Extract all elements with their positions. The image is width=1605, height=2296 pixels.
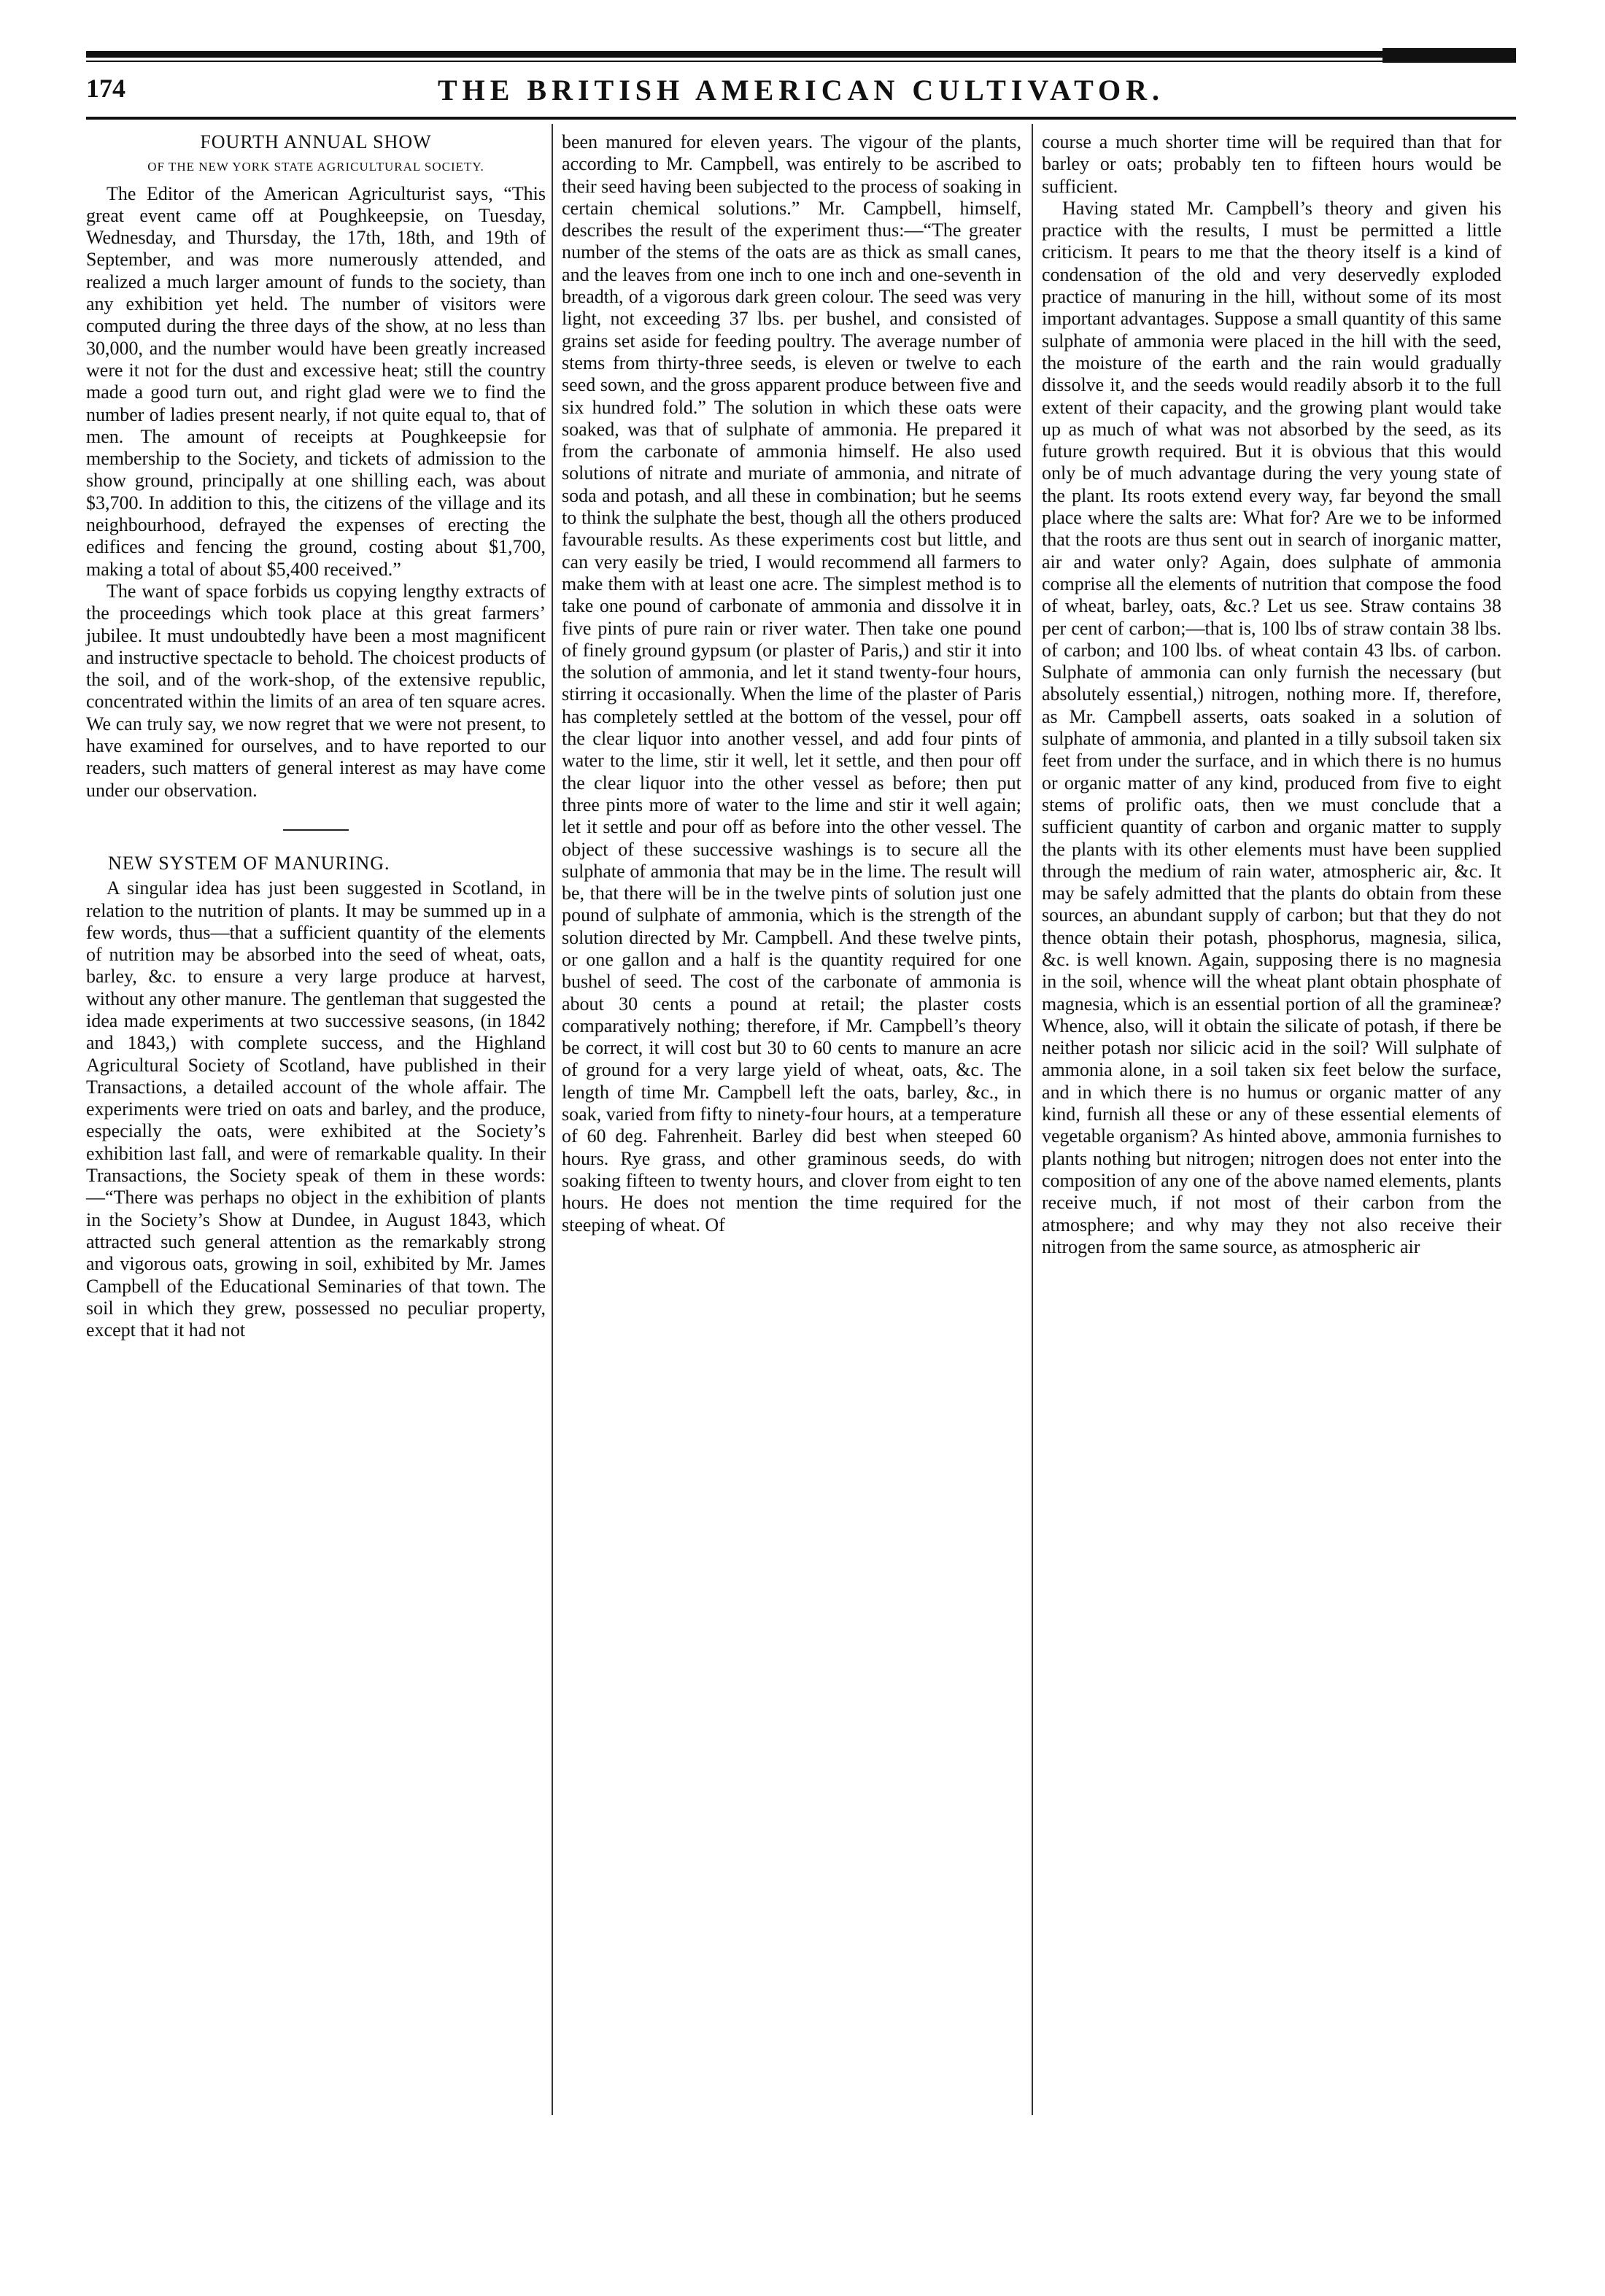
page-number: 174 [86, 74, 125, 103]
article-2-paragraph-1: A singular idea has just been suggested in Scotland, in relation to the nutrition of plants. It may be summed up in a few words, thus—that a sufficient quantity of the elements of nutrition may be absorbed into the seed of wheat, oats, barley, &c. to ensure a very large produce at harvest, without any other manure. The gentleman that suggested the idea made experiments at two successive seasons, (in 1842 and 1843,) with complete success, and the Highland Agricultural Society of Scotland, have published in their Transactions, a detailed account of the whole affair. The experiments were tried on oats and barley, and the produce, especially the oats, were exhibited at the Society’s exhibition last fall, and were of remarkable quality. In their Transactions, the Society speak of them in these words:—“There was perhaps no object in the exhibition of plants in the Society’s Show at Dundee, in August 1843, which attracted such general attention as the remarkably strong and vigorous oats, growing in soil, exhibited by Mr. James Campbell of the Educational Seminaries of that town. The soil in which they grew, possessed no peculiar property, except that it had not [86, 877, 546, 1341]
article-2-title: NEW SYSTEM OF MANURING. [108, 852, 390, 874]
top-border-thin-rule [86, 61, 1516, 62]
column-1 [86, 131, 546, 1341]
article-2-continued-paragraph: been manured for eleven years. The vigour of the plants, according to Mr. Campbell, was entirely to be ascribed to their seed having been subjected to the process of soaking in certain chemical solutions.” Mr. Campbell, himself, describes the result of the experiment thus:—“The greater number of the stems of the oats are as thick as small canes, and the leaves from one inch to one inch and one-seventh in breadth, of a vigorous dark green colour. The seed was very light, not exceeding 37 lbs. per bushel, and consisted of grains set aside for feeding poultry. The average number of stems from thirty-three seeds, is eleven or twelve to each seed sown, and the gross apparent produce between five and six hundred fold.” The solution in which these oats were soaked, was that of sulphate of ammonia. He prepared it from the carbonate of ammonia himself. He also used solutions of nitrate and muriate of ammonia, and nitrate of soda and potash, and all these in combination; but he seems to think the sulphate the best, though all the others produced favourable results. As these experiments cost but little, and can very easily be tried, I would recommend all farmers to make them with at least one acre. The simplest method is to take one pound of carbonate of ammonia and dissolve it in five pints of pure rain or river water. Then take one pound of finely ground gypsum (or plaster of Paris,) and stir it into the solution of ammonia, and let it stand twenty-four hours, stirring it occasionally. When the lime of the plaster of Paris has completely settled at the bottom of the vessel, pour off the clear liquor into another vessel, and add four pints of water to the lime, stir it well, let it settle, and then pour off the clear liquor into the other vessel as before; then put three pints more of water to the lime and stir it well again; let it settle and pour off as before into the other vessel. The object of these successive washings is to secure all the sulphate of ammonia that may be in the lime. The result will be, that there will be in the twelve pints of solution just one pound of sulphate of ammonia, which is the strength of the solution directed by Mr. Campbell. And these twelve pints, or one gallon and a half is the quantity required for one bushel of seed. The cost of the carbonate of ammonia is about 30 cents a pound at retail; the plaster costs comparatively nothing; therefore, if Mr. Campbell’s theory be correct, it will cost but 30 to 60 cents to manure an acre of ground for a very large yield of wheat, oats, &c. The length of time Mr. Campbell left the oats, barley, &c., in soak, varied from fifty to ninety-four hours, at a temperature of 60 deg. Fahrenheit. Barley did best when steeped 60 hours. Rye grass, and other graminous seeds, do with soaking fifteen to twenty hours, and clover from eight to ten hours. He does not mention the time required for the steeping of wheat. Of [562, 131, 1021, 1236]
column-2 [562, 131, 1021, 1236]
column-divider-1 [552, 124, 553, 2115]
article-2-column-3-paragraph-1: course a much shorter time will be required than that for barley or oats; probably ten to fifteen hours would be sufficient. [1042, 131, 1501, 197]
top-border-rule [86, 51, 1516, 58]
running-title: THE BRITISH AMERICAN CULTIVATOR. [437, 74, 1165, 106]
top-border-ink-mark [1382, 48, 1516, 63]
column-3 [1042, 131, 1501, 1258]
article-1-subtitle: OF THE NEW YORK STATE AGRICULTURAL SOCIETY. [147, 160, 484, 174]
article-1-paragraph-1: The Editor of the American Agriculturist says, “This great event came off at Poughkeepsie, on Tuesday, Wednesday, and Thursday, the 17th, 18th, and 19th of September, and was more numerously attended, and realized a much larger amount of funds to the society, than any exhibition yet held. The number of visitors were computed during the three days of the show, at no less than 30,000, and the number would have been greatly increased were it not for the dust and excessive heat; still the country made a good turn out, and right glad were we to find the number of ladies present nearly, if not quite equal to, that of men. The amount of receipts at Poughkeepsie for membership to the Society, and tickets of admission to the show ground, principally at one shilling each, was about $3,700. In addition to this, the citizens of the village and its neighbourhood, defrayed the expenses of erecting the edifices and fencing the ground, costing about $1,700, making a total of about $5,400 received.” [86, 182, 546, 580]
page-header [86, 73, 1516, 118]
column-divider-2 [1032, 124, 1033, 2115]
article-2-column-3-paragraph-2: Having stated Mr. Campbell’s theory and given his practice with the results, I must be permitted a little criticism. It pears to me that the theory itself is a kind of condensation of the old and very deservedly exploded practice of manuring in the hill, without some of its most important advantages. Suppose a small quantity of this same sulphate of ammonia were placed in the hill with the seed, the moisture of the earth and the rain would gradually dissolve it, and the seeds would readily absorb it to the full extent of their capacity, and the growing plant would take up as much of what was not absorbed by the seed, as its future growth required. But it is obvious that this would only be of much advantage during the very young state of the plant. Its roots extend every way, far beyond the small place where the salts are: What for? Are we to be informed that the roots are thus sent out in search of inorganic matter, air and water only? Again, does sulphate of ammonia comprise all the elements of nutrition that compose the food of wheat, barley, oats, &c.? Let us see. Straw contains 38 per cent of carbon;—that is, 100 lbs of straw contain 38 lbs. of carbon; and 100 lbs. of wheat contain 43 lbs. of carbon. Sulphate of ammonia can only furnish the necessary (but absolutely essential,) nitrogen, nothing more. If, therefore, as Mr. Campbell asserts, oats soaked in a solution of sulphate of ammonia, and planted in a tilly subsoil taken six feet from under the surface, and in which there is no humus or organic matter of any kind, produced from five to eight stems of prolific oats, then we must conclude that a sufficient quantity of carbon and organic matter to supply the plants with its other elements must have been supplied through the medium of rain water, atmospheric air, &c. It may be safely admitted that the plants do obtain from these sources, an abundant supply of carbon; but that they do not thence obtain their potash, phosphorus, magnesia, silica, &c. is well known. Again, supposing there is no magnesia in the soil, whence will the wheat plant obtain phosphate of magnesia, which is an essential portion of all the gramineæ? Whence, also, will it obtain the silicate of potash, if there be neither potash nor silicic acid in the soil? Will sulphate of ammonia alone, in a soil taken six feet below the surface, and in which there is no humus or organic matter of any kind, furnish all these or any of these essential elements of vegetable organism? As hinted above, ammonia furnishes to plants nothing but nitrogen; nitrogen does not enter into the composition of any one of the above named elements, plants receive much, if not most of their carbon from the atmosphere; and why may they not also receive their nitrogen from the same source, as atmospheric air [1042, 197, 1501, 1257]
header-rule [86, 117, 1516, 120]
article-1-paragraph-2: The want of space forbids us copying lengthy extracts of the proceedings which took place at this great farmers’ jubilee. It must undoubtedly have been a most magnificent and instructive spectacle to behold. The choicest products of the soil, and of the work-shop, of the extensive republic, concentrated within the limits of an area of ten square acres. We can truly say, we now regret that we were not present, to have examined for ourselves, and to have reported to our readers, such matters of general interest as may have come under our observation. [86, 580, 546, 801]
article-1-title: FOURTH ANNUAL SHOW [200, 131, 432, 152]
section-divider [283, 829, 349, 831]
